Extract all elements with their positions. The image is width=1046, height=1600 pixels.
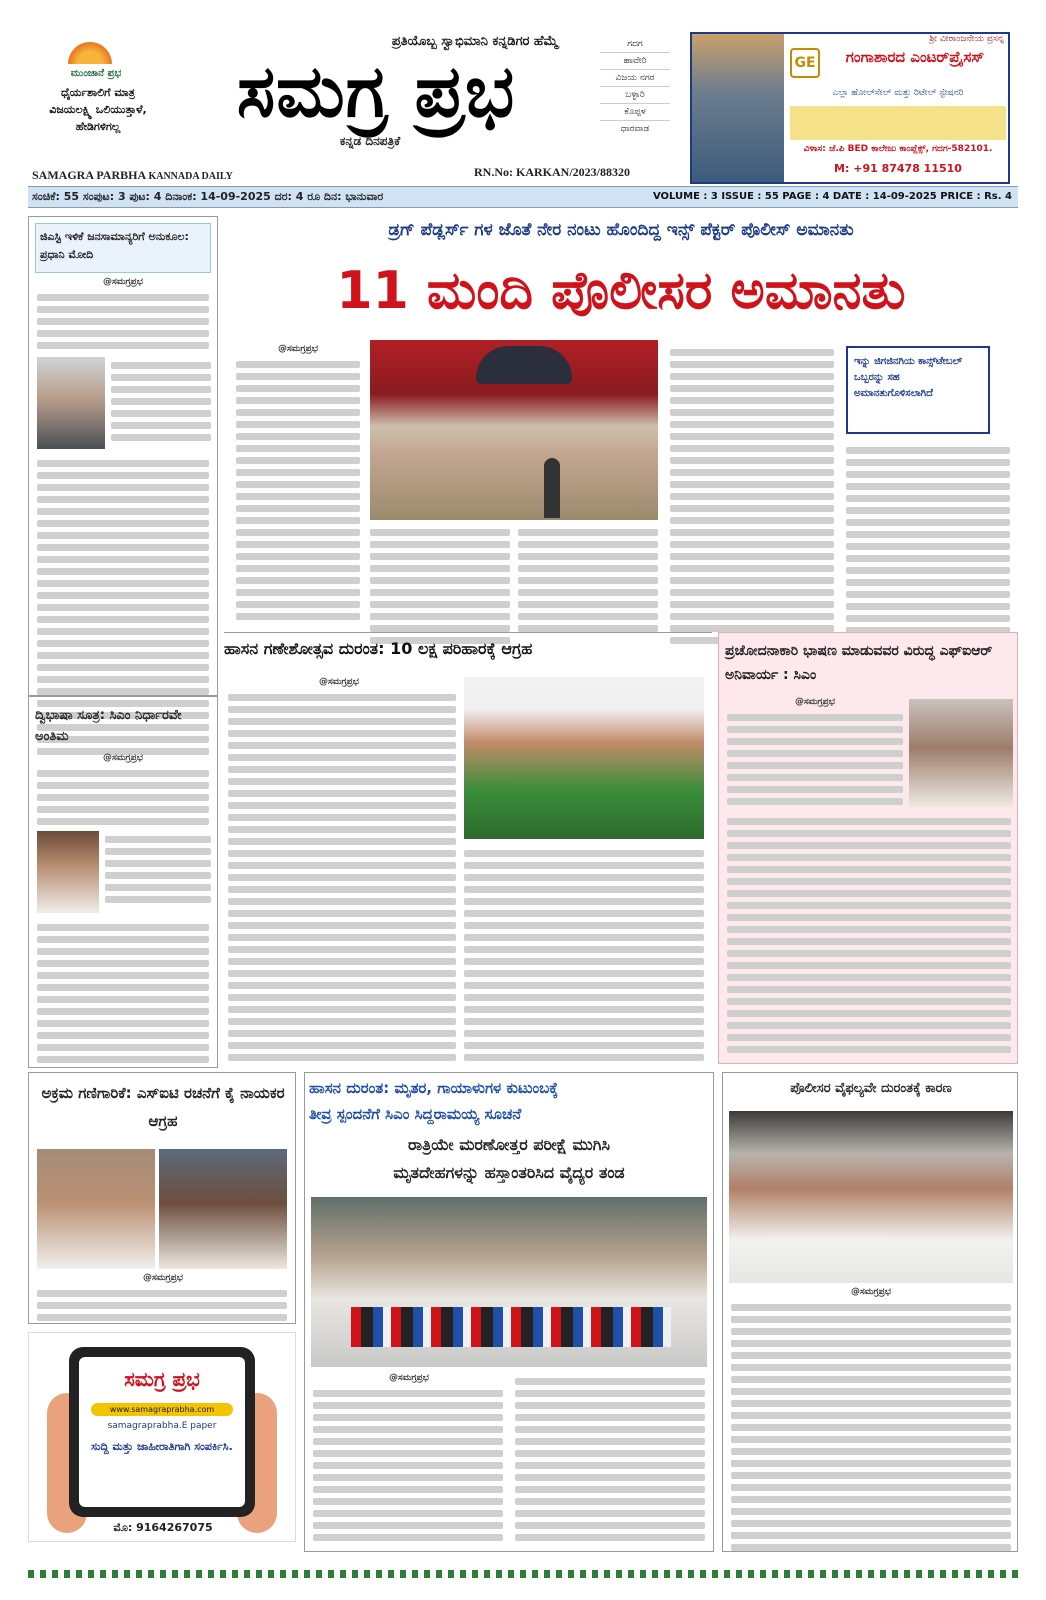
tragedy-col1	[313, 1385, 503, 1546]
modi-photo	[37, 357, 105, 449]
ad-yellow-band	[790, 106, 1006, 140]
tragedy-credit: @ಸಮಗ್ರಪ್ರಭ	[389, 1373, 429, 1383]
hassan-story	[224, 632, 712, 1064]
divider	[29, 695, 217, 697]
page-title: ಸಮಗ್ರ ಪ್ರಭ	[236, 49, 516, 133]
police-failure-title: ಪೊಲೀಸರ ವೈಫಲ್ಯವೇ ದುರಂತಕ್ಕೆ ಕಾರಣ	[790, 1081, 952, 1096]
story-gst-title-box	[35, 223, 211, 273]
city-item: ಧಾರವಾಡ	[620, 124, 650, 134]
ad-title: ಗಂಗಾಶಾರದ ಎಂಟರ್‌ಪ್ರೈಸಸ್	[845, 48, 985, 66]
top-ad[interactable]	[690, 32, 1010, 184]
sun-logo-icon	[68, 42, 112, 64]
politician-photo	[464, 677, 704, 839]
story-bilingual-text-more	[37, 919, 209, 1068]
hassan-title: ಹಾಸನ ಗಣೇಶೋತ್ಸವ ದುರಂತ: 10 ಲಕ್ಷ ಪರಿಹಾರಕ್ಕೆ ಆಗ್ರಹ	[224, 639, 533, 658]
microphone-icon	[544, 458, 560, 518]
promo-phone: ಮೊ: 9164267075	[113, 1521, 213, 1534]
promo-ad[interactable]	[28, 1332, 296, 1542]
promo-url[interactable]: www.samagraprabha.com	[91, 1403, 233, 1416]
lead-col4	[670, 344, 834, 649]
ad-line: ಎಲ್ಲಾ ಹೋಲ್‌ಸೇಲ್ ಮತ್ತು ರಿಟೇಲ್ ಸ್ಟೇಷನರಿ	[832, 88, 964, 98]
tragedy-line2: ತೀವ್ರ ಸ್ಪಂದನೆಗೆ ಸಿಎಂ ಸಿದ್ದರಾಮಯ್ಯ ಸೂಚನೆ	[309, 1105, 522, 1123]
lead-credit: @ಸಮಗ್ರಪ್ರಭ	[278, 344, 318, 354]
info-bar-kannada: ಸಂಚಿಕೆ: 55 ಸಂಪುಟ: 3 ಪುಟ: 4 ದಿನಾಂಕ: 14-09-2025 ದರ: 4 ರೂ ದಿನ: ಭಾನುವಾರ	[32, 190, 384, 203]
tragedy-line3: ರಾತ್ರಿಯೇ ಮರಣೋತ್ತರ ಪರೀಕ್ಷೆ ಮುಗಿಸಿ	[408, 1135, 610, 1154]
leader-photo-1	[37, 1149, 155, 1269]
story-bilingual-text	[37, 765, 209, 830]
mining-story	[28, 1072, 296, 1324]
cm-fir-story	[718, 632, 1018, 1064]
lead-side-box	[846, 346, 990, 434]
english-name-line	[32, 168, 292, 183]
left-column	[28, 216, 218, 1068]
mining-title: ಅಕ್ರಮ ಗಣಿಗಾರಿಕೆ: ಎಸ್‌ಐಟಿ ರಚನೆಗೆ ಕೈ ನಾಯಕರ ಆಗ್ರಹ	[41, 1084, 285, 1130]
hassan-col1	[228, 689, 456, 1066]
ge-logo-icon: GE	[790, 48, 820, 78]
city-item: ವಿಜಯ ನಗರ	[600, 70, 670, 87]
info-bar	[28, 186, 1018, 208]
lead-col1	[236, 356, 360, 625]
tragedy-line4: ಮೃತದೇಹಗಳನ್ನು ಹಸ್ತಾಂತರಿಸಿದ ವೈದ್ಯರ ತಂಡ	[393, 1163, 625, 1182]
police-officer-photo	[370, 340, 658, 520]
tagline-top: ಪ್ರತಿಯೊಬ್ಬ ಸ್ವಾಭಿಮಾನಿ ಕನ್ನಡಿಗರ ಹೆಮ್ಮೆ	[391, 34, 559, 49]
police-failure-credit: @ಸಮಗ್ರಪ್ರಭ	[851, 1287, 891, 1297]
lead-headline: 11 ಮಂದಿ ಪೊಲೀಸರ ಅಮಾನತು	[336, 261, 906, 321]
logo-block	[36, 38, 156, 168]
story-gst-credit: @ಸಮಗ್ರಪ್ರಭ	[103, 277, 143, 287]
leader-photo-2	[159, 1149, 287, 1269]
reg-number: RN.No: KARKAN/2023/88320	[474, 165, 630, 179]
ad-phone: M: +91 87478 11510	[834, 162, 962, 175]
story-gst-text-side	[111, 357, 211, 446]
ad-address: ವಿಳಾಸ: ಜೆ.ಪಿ BED ಕಾಲೇಜು ಕಾಂಪ್ಲೆಕ್ಸ್, ಗದಗ-582101.	[803, 144, 993, 154]
lead-side-box-text: ಇನ್ನು ಜಿಗಜಿನಗಿಯ ಕಾನ್ಸ್‌ಟೇಬಲ್ ಒಬ್ಬರನ್ನು ಸಹ ಅಮಾನತುಗೊಳಿಸಲಾಗಿದೆ	[854, 356, 963, 399]
info-bar-english: VOLUME : 3 ISSUE : 55 PAGE : 4 DATE : 14-09-2025 PRICE : Rs. 4	[652, 191, 1012, 202]
minister-photo	[37, 831, 99, 913]
tragedy-line1: ಹಾಸನ ದುರಂತ: ಮೃತರ, ಗಾಯಾಳುಗಳ ಕುಟುಂಬಕ್ಕೆ	[309, 1079, 559, 1097]
city-item: ಗದಗ	[600, 36, 670, 53]
ad-blessing: ಶ್ರೀ ವೀರಾಂಜನೇಯ ಪ್ರಸನ್ನ	[929, 34, 1004, 44]
hassan-col2	[464, 845, 704, 1066]
police-cap	[476, 346, 572, 384]
mining-credit: @ಸಮಗ್ರಪ್ರಭ	[143, 1273, 183, 1283]
city-item: ಬಳ್ಳಾರಿ	[600, 87, 670, 104]
promo-epaper: samagraprabha.E paper	[107, 1421, 217, 1431]
english-name: SAMAGRA PARBHA	[32, 168, 146, 182]
shop-photo	[692, 34, 784, 182]
story-bilingual-credit: @ಸಮಗ್ರಪ್ರಭ	[103, 753, 143, 763]
siddaramaiah-photo	[909, 699, 1013, 807]
tablet-frame	[69, 1347, 255, 1517]
story-bilingual-text-side	[105, 831, 211, 908]
logo-caption: ಮುಂಜಾನೆ ಪ್ರಭ	[70, 68, 122, 79]
lead-col2-bottom	[370, 524, 510, 649]
city-list	[600, 36, 670, 137]
tablet-screen	[79, 1357, 245, 1507]
cm-fir-credit: @ಸಮಗ್ರಪ್ರಭ	[795, 697, 835, 707]
subtitle: ಕನ್ನಡ ದಿನಪತ್ರಿಕೆ	[339, 134, 401, 148]
story-bilingual-title: ದ್ವಿಭಾಷಾ ಸೂತ್ರ: ಸಿಎಂ ನಿರ್ಧಾರವೇ ಅಂತಿಮ	[35, 708, 182, 744]
revanna-photo	[729, 1111, 1013, 1283]
english-sub: KANNADA DAILY	[148, 171, 233, 182]
police-failure-text	[731, 1299, 1011, 1556]
tragedy-col2	[515, 1373, 705, 1546]
city-item: ಹಾವೇರಿ	[600, 53, 670, 70]
footer-rule	[28, 1570, 1018, 1578]
cm-fir-title: ಪ್ರಚೋದನಾಕಾರಿ ಭಾಷಣ ಮಾಡುವವರ ವಿರುದ್ಧ ಎಫ್‌ಐಆರ್ ಅನಿವಾರ್ಯ : ಸಿಎಂ	[725, 643, 993, 683]
lead-col5	[846, 442, 1010, 651]
microphones-icon	[351, 1307, 671, 1347]
lead-story	[224, 216, 1018, 626]
press-conference-photo	[311, 1197, 707, 1367]
city-item: ಕೊಪ್ಪಳ	[600, 104, 670, 121]
story-gst-title: ಜಿಎಸ್ಟಿ ಇಳಿಕೆ ಜನಸಾಮಾನ್ಯರಿಗೆ ಅನುಕೂಲ: ಪ್ರಧಾನಿ ಮೋದಿ	[40, 230, 189, 261]
promo-title: ಸಮಗ್ರ ಪ್ರಭ	[124, 1367, 200, 1391]
promo-contact-text: ಸುದ್ದಿ ಮತ್ತು ಜಾಹೀರಾತಿಗಾಗಿ ಸಂಪರ್ಕಿಸಿ.	[91, 1440, 233, 1453]
story-gst-text	[37, 289, 209, 354]
slogan: ಧೈರ್ಯಶಾಲಿಗೆ ಮಾತ್ರ ವಿಜಯಲಕ್ಷ್ಮಿ ಒಲಿಯುತ್ತಾಳೆ, ಹೇಡಿಗಳಿಗಲ್ಲ	[49, 86, 147, 133]
police-failure-story	[722, 1072, 1018, 1552]
masthead	[0, 0, 1046, 182]
lead-kicker: ಡ್ರಗ್ ಪೆಡ್ಲರ್ಸ್ ಗಳ ಜೊತೆ ನೇರ ನಂಟು ಹೊಂದಿದ್ದ ಇನ್ಸ್ ಪೆಕ್ಟರ್ ಪೊಲೀಸ್ ಅಮಾನತು	[388, 220, 854, 240]
hassan-credit: @ಸಮಗ್ರಪ್ರಭ	[319, 677, 359, 687]
cm-fir-text	[727, 813, 1011, 1058]
hassan-tragedy-story	[304, 1072, 714, 1552]
lead-col3-bottom	[518, 524, 658, 637]
cm-fir-text-top	[727, 709, 903, 810]
mining-text	[37, 1285, 287, 1326]
